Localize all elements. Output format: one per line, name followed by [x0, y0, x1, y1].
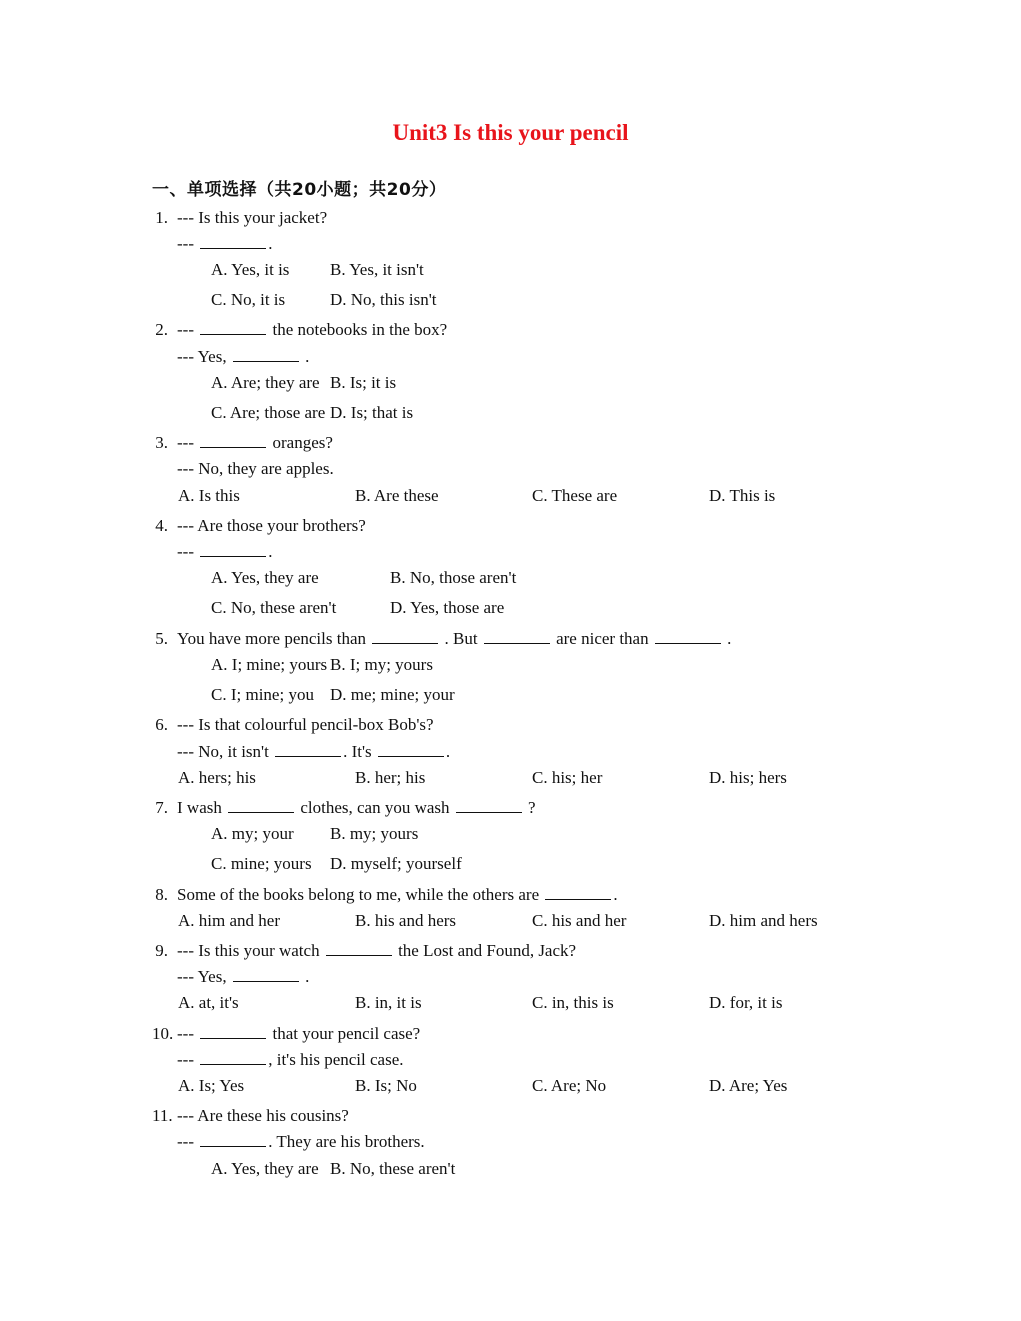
- answer-option: B. my; yours: [330, 824, 419, 843]
- answer-option: A. Yes, they are: [211, 568, 319, 587]
- question-number: 2.: [155, 320, 168, 339]
- answer-option: C. in, this is: [532, 993, 614, 1012]
- answer-option: C. his and her: [532, 911, 627, 930]
- answer-blank: [200, 541, 266, 557]
- question-number: 3.: [155, 433, 168, 452]
- question-text: .: [268, 234, 273, 253]
- answer-option: B. I; my; yours: [330, 655, 433, 674]
- question-stem: [177, 207, 327, 229]
- question-stem: [177, 884, 618, 906]
- question-number: 1.: [155, 208, 168, 227]
- question-stem: [177, 940, 576, 962]
- question-text: .: [268, 542, 273, 561]
- question-stem: [177, 628, 731, 650]
- answer-blank: [545, 884, 611, 900]
- answer-option: A. Yes, they are: [211, 1159, 319, 1178]
- answer-option: A. Are; they are: [211, 373, 320, 392]
- answer-option: B. her; his: [355, 768, 426, 787]
- question-number: 11.: [152, 1106, 173, 1125]
- answer-option: D. Are; Yes: [709, 1076, 788, 1095]
- question-text: . It's: [343, 742, 376, 761]
- question-stem: [177, 1105, 349, 1127]
- answer-blank: [200, 1023, 266, 1039]
- question-text: --- Is this your jacket?: [177, 208, 328, 227]
- question-number: 10.: [152, 1024, 174, 1043]
- question-number: 4.: [155, 516, 168, 535]
- answer-line: [177, 541, 272, 563]
- answer-option: B. No, those aren't: [390, 568, 517, 587]
- answer-option: C. Are; those are: [211, 403, 326, 422]
- question-text: are nicer than: [551, 629, 653, 648]
- worksheet-title: Unit3 Is this your pencil: [392, 120, 629, 145]
- question-text: ---: [177, 1132, 199, 1151]
- answer-option: C. These are: [532, 486, 618, 505]
- question-number: 6.: [155, 715, 168, 734]
- question-text: ---: [177, 320, 199, 339]
- answer-option: C. No, it is: [211, 290, 286, 309]
- question-number: 7.: [155, 798, 168, 817]
- question-text: --- No, it isn't: [177, 742, 274, 761]
- answer-option: B. his and hers: [355, 911, 457, 930]
- answer-option: B. No, these aren't: [330, 1159, 456, 1178]
- question-stem: [177, 797, 536, 819]
- question-text: You have more pencils than: [177, 629, 371, 648]
- answer-option: D. This is: [709, 486, 776, 505]
- answer-option: A. hers; his: [178, 768, 256, 787]
- question-text: ---: [177, 234, 199, 253]
- answer-option: D. for, it is: [709, 993, 783, 1012]
- answer-option: B. Yes, it isn't: [330, 260, 424, 279]
- answer-line: [177, 458, 334, 480]
- answer-option: A. Is; Yes: [178, 1076, 245, 1095]
- answer-line: [177, 346, 309, 368]
- question-text: clothes, can you wash: [296, 798, 454, 817]
- question-number: 8.: [155, 885, 168, 904]
- question-stem: [177, 1023, 420, 1045]
- answer-blank: [655, 628, 721, 644]
- question-text: ---: [177, 542, 199, 561]
- question-number: 9.: [155, 941, 168, 960]
- answer-option: A. my; your: [211, 824, 294, 843]
- answer-line: [177, 966, 309, 988]
- answer-blank: [200, 1049, 266, 1065]
- answer-option: C. mine; yours: [211, 854, 312, 873]
- answer-option: D. No, this isn't: [330, 290, 437, 309]
- section-heading: 一、单项选择（共20小题；共20分）: [152, 180, 447, 200]
- question-text: --- Are those your brothers?: [177, 516, 366, 535]
- answer-option: D. myself; yourself: [330, 854, 462, 873]
- question-text: .: [300, 967, 310, 986]
- answer-line: [177, 1131, 425, 1153]
- question-text: .: [722, 629, 732, 648]
- answer-option: B. Are these: [355, 486, 439, 505]
- answer-blank: [233, 966, 299, 982]
- question-text: oranges?: [268, 433, 333, 452]
- question-text: I wash: [177, 798, 227, 817]
- question-text: Some of the books belong to me, while the others are: [177, 885, 544, 904]
- question-text: --- Yes,: [177, 347, 231, 366]
- question-text: . But: [440, 629, 482, 648]
- answer-option: A. I; mine; yours: [211, 655, 328, 674]
- answer-blank: [200, 233, 266, 249]
- question-text: --- No, they are apples.: [177, 459, 334, 478]
- question-text: --- Is this your watch: [177, 941, 324, 960]
- question-text: ---: [177, 1024, 199, 1043]
- question-text: that your pencil case?: [268, 1024, 421, 1043]
- answer-option: A. Yes, it is: [211, 260, 290, 279]
- answer-blank: [228, 797, 294, 813]
- answer-option: C. his; her: [532, 768, 603, 787]
- question-stem: [177, 432, 333, 454]
- question-text: --- Yes,: [177, 967, 231, 986]
- answer-option: B. Is; No: [355, 1076, 417, 1095]
- answer-blank: [378, 741, 444, 757]
- question-text: , it's his pencil case.: [268, 1050, 404, 1069]
- answer-blank: [233, 346, 299, 362]
- answer-option: D. Is; that is: [330, 403, 414, 422]
- question-text: --- Is that colourful pencil-box Bob's?: [177, 715, 434, 734]
- answer-blank: [456, 797, 522, 813]
- question-text: . They are his brothers.: [268, 1132, 425, 1151]
- question-stem: [177, 515, 366, 537]
- question-number: 5.: [155, 629, 168, 648]
- answer-blank: [326, 940, 392, 956]
- question-text: .: [613, 885, 618, 904]
- answer-option: C. No, these aren't: [211, 598, 337, 617]
- question-stem: [177, 319, 447, 341]
- answer-blank: [275, 741, 341, 757]
- answer-option: D. him and hers: [709, 911, 818, 930]
- answer-option: C. I; mine; you: [211, 685, 314, 704]
- question-stem: [177, 714, 434, 736]
- answer-blank: [200, 432, 266, 448]
- question-text: the notebooks in the box?: [268, 320, 448, 339]
- answer-blank: [372, 628, 438, 644]
- question-text: .: [300, 347, 310, 366]
- question-text: the Lost and Found, Jack?: [393, 941, 577, 960]
- question-text: .: [445, 742, 451, 761]
- answer-option: D. me; mine; your: [330, 685, 455, 704]
- answer-option: A. Is this: [178, 486, 240, 505]
- question-text: ?: [523, 798, 536, 817]
- answer-blank: [484, 628, 550, 644]
- answer-blank: [200, 319, 266, 335]
- answer-line: [177, 1049, 404, 1071]
- answer-option: A. him and her: [178, 911, 280, 930]
- answer-option: D. his; hers: [709, 768, 787, 787]
- answer-option: D. Yes, those are: [390, 598, 505, 617]
- question-text: --- Are these his cousins?: [177, 1106, 349, 1125]
- answer-blank: [200, 1131, 266, 1147]
- question-text: ---: [177, 1050, 199, 1069]
- question-text: ---: [177, 433, 199, 452]
- answer-option: B. Is; it is: [330, 373, 397, 392]
- answer-option: B. in, it is: [355, 993, 422, 1012]
- answer-option: A. at, it's: [178, 993, 239, 1012]
- answer-line: [177, 233, 272, 255]
- answer-line: [177, 741, 450, 763]
- answer-option: C. Are; No: [532, 1076, 607, 1095]
